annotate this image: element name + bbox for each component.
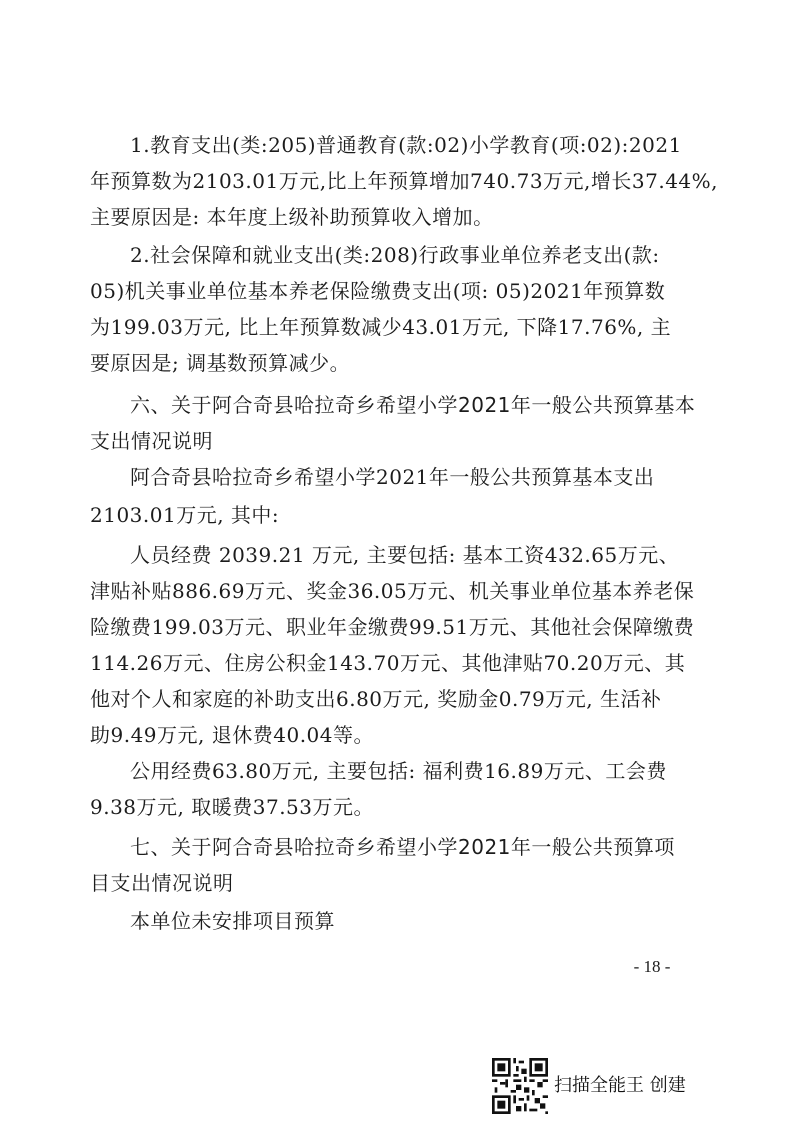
body-text-line: 年预算数为2103.01万元,比上年预算增加740.73万元,增长37.44%, (90, 169, 719, 193)
section-heading-line: 七、关于阿合奇县哈拉奇乡希望小学2021年一般公共预算项 (130, 835, 675, 859)
body-text-line: 1.教育支出(类:205)普通教育(款:02)小学教育(项:02):2021 (130, 133, 682, 157)
section-heading-line: 六、关于阿合奇县哈拉奇乡希望小学2021年一般公共预算基本 (130, 393, 696, 417)
body-text-line: 为199.03万元, 比上年预算数减少43.01万元, 下降17.76%, 主 (90, 315, 672, 339)
body-text-line: 他对个人和家庭的补助支出6.80万元, 奖励金0.79万元, 生活补 (90, 687, 662, 711)
body-text-line: 险缴费199.03万元、职业年金缴费99.51万元、其他社会保障缴费 (90, 615, 695, 639)
body-text-line: 2.社会保障和就业支出(类:208)行政事业单位养老支出(款: (130, 243, 660, 267)
scanner-watermark (492, 1058, 722, 1116)
section-heading-line: 支出情况说明 (90, 429, 213, 453)
body-text-line: 公用经费63.80万元, 主要包括: 福利费16.89万元、工会费 (130, 759, 667, 783)
body-text-line: 9.38万元, 取暖费37.53万元。 (90, 795, 375, 819)
body-text-line: 05)机关事业单位基本养老保险缴费支出(项: 05)2021年预算数 (90, 279, 666, 303)
body-text-line: 助9.49万元, 退休费40.04等。 (90, 723, 375, 747)
qr-code-icon (492, 1058, 548, 1114)
body-text-line: 主要原因是: 本年度上级补助预算收入增加。 (90, 205, 494, 229)
body-text-line: 114.26万元、住房公积金143.70万元、其他津贴70.20万元、其 (90, 651, 686, 675)
page-number: - 18 - (633, 957, 671, 976)
section-heading-line: 目支出情况说明 (90, 871, 234, 895)
body-text-line: 2103.01万元, 其中: (90, 503, 280, 527)
body-text-line: 本单位未安排项目预算 (130, 909, 335, 933)
scanner-brand-text: 扫描全能王 创建 (554, 1075, 686, 1096)
body-text-line: 要原因是; 调基数预算减少。 (90, 351, 351, 375)
body-text-line: 人员经费 2039.21 万元, 主要包括: 基本工资432.65万元、 (130, 543, 680, 567)
body-text-line: 津贴补贴886.69万元、奖金36.05万元、机关事业单位基本养老保 (90, 579, 695, 603)
body-text-line: 阿合奇县哈拉奇乡希望小学2021年一般公共预算基本支出 (130, 465, 655, 489)
